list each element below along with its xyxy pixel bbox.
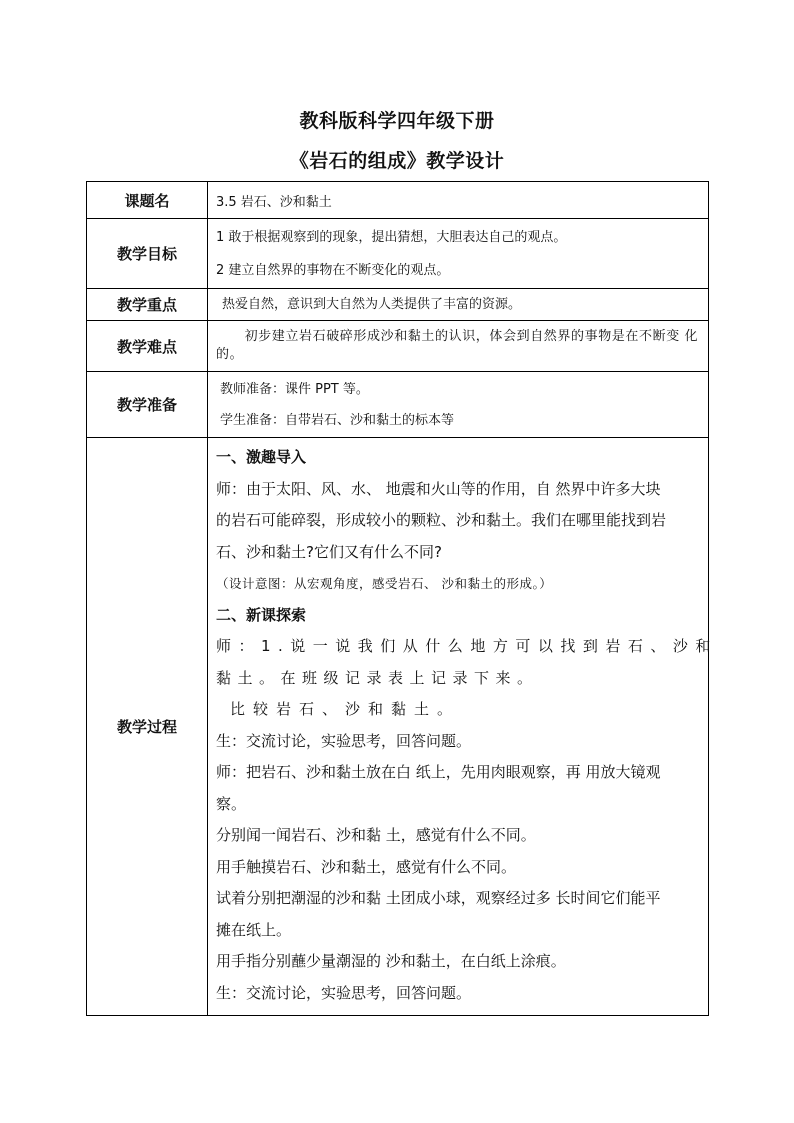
table-row-process (87, 438, 709, 1016)
process-line: 石、沙和黏土?它们又有什么不同? (216, 542, 442, 561)
preparation-item: 学生准备：自带岩石、沙和黏土的标本等 (220, 412, 455, 428)
lesson-plan-table (86, 181, 718, 1016)
document-title: 教科版科学四年级下册 (299, 110, 495, 132)
document-subtitle: 《岩石的组成》教学设计 (289, 150, 505, 172)
process-line: 师：1.说一说我们从什么地方可以找到岩石、沙和 (216, 637, 718, 655)
process-heading: 二、新课探索 (216, 605, 307, 624)
topic-value (208, 182, 709, 219)
table-row-objectives (87, 219, 709, 289)
process-line: 察。 (216, 794, 247, 813)
process-line: 生：交流讨论，实验思考，回答问题。 (216, 731, 472, 750)
process-line: 的岩石可能碎裂，形成较小的颗粒、沙和黏土。我们在哪里能找到岩 (216, 511, 667, 529)
table-row-key-point (87, 289, 709, 321)
process-line: 摊在纸上。 (216, 920, 292, 939)
table-row-topic (87, 182, 709, 219)
process-line: 比较岩石、沙和黏土。 (230, 700, 461, 718)
objective-item: 1 敢于根据观察到的现象，提出猜想，大胆表达自己的观点。 (216, 229, 567, 245)
process-line: 分别闻一闻岩石、沙和黏 土，感觉有什么不同。 (216, 826, 536, 844)
process-line: 师：把岩石、沙和黏土放在白 纸上，先用肉眼观察，再 用放大镜观 (216, 763, 661, 781)
process-line: 黏土。在班级记录表上记录下来。 (216, 668, 539, 687)
process-line: 用手触摸岩石、沙和黏土，感觉有什么不同。 (216, 857, 517, 876)
design-intent-note: （设计意图：从宏观角度，感受岩石、 沙和黏土的形成。） (216, 576, 553, 591)
topic-value-text: 3.5 岩石、沙和黏土 (216, 194, 332, 210)
preparation-cell (208, 372, 709, 438)
process-line: 用手指分别蘸少量潮湿的 沙和黏土，在白纸上涂痕。 (216, 952, 566, 970)
process-heading: 一、激趣导入 (216, 448, 307, 466)
process-line: 生：交流讨论，实验思考，回答问题。 (216, 983, 472, 1002)
key-point-text: 热爱自然，意识到大自然为人类提供了丰富的资源。 (222, 296, 522, 312)
objectives-cell (208, 219, 709, 289)
process-label: 教学过程 (87, 438, 208, 1016)
process-cell (208, 438, 718, 1016)
key-point-label: 教学重点 (87, 289, 208, 321)
process-line: 试着分别把潮湿的沙和黏 土团成小球，观察经过多 长时间它们能平 (216, 889, 661, 907)
difficulty-label: 教学难点 (87, 321, 208, 372)
difficulty-cell (208, 321, 709, 372)
process-line: 师：由于太阳、风、水、 地震和火山等的作用，自 然界中许多大块 (216, 479, 661, 498)
preparation-label: 教学准备 (87, 372, 208, 438)
table-row-difficulty (87, 321, 709, 372)
objectives-label: 教学目标 (87, 219, 208, 289)
preparation-item: 教师准备：课件 PPT 等。 (220, 381, 369, 397)
key-point-cell (208, 289, 709, 321)
objective-item: 2 建立自然界的事物在不断变化的观点。 (216, 262, 450, 278)
difficulty-text: 初步建立岩石破碎形成沙和黏土的认识，体会到自然界的事物是在不断变 化的。 (216, 329, 699, 362)
topic-label: 课题名 (87, 182, 208, 219)
table-row-preparation (87, 372, 709, 438)
